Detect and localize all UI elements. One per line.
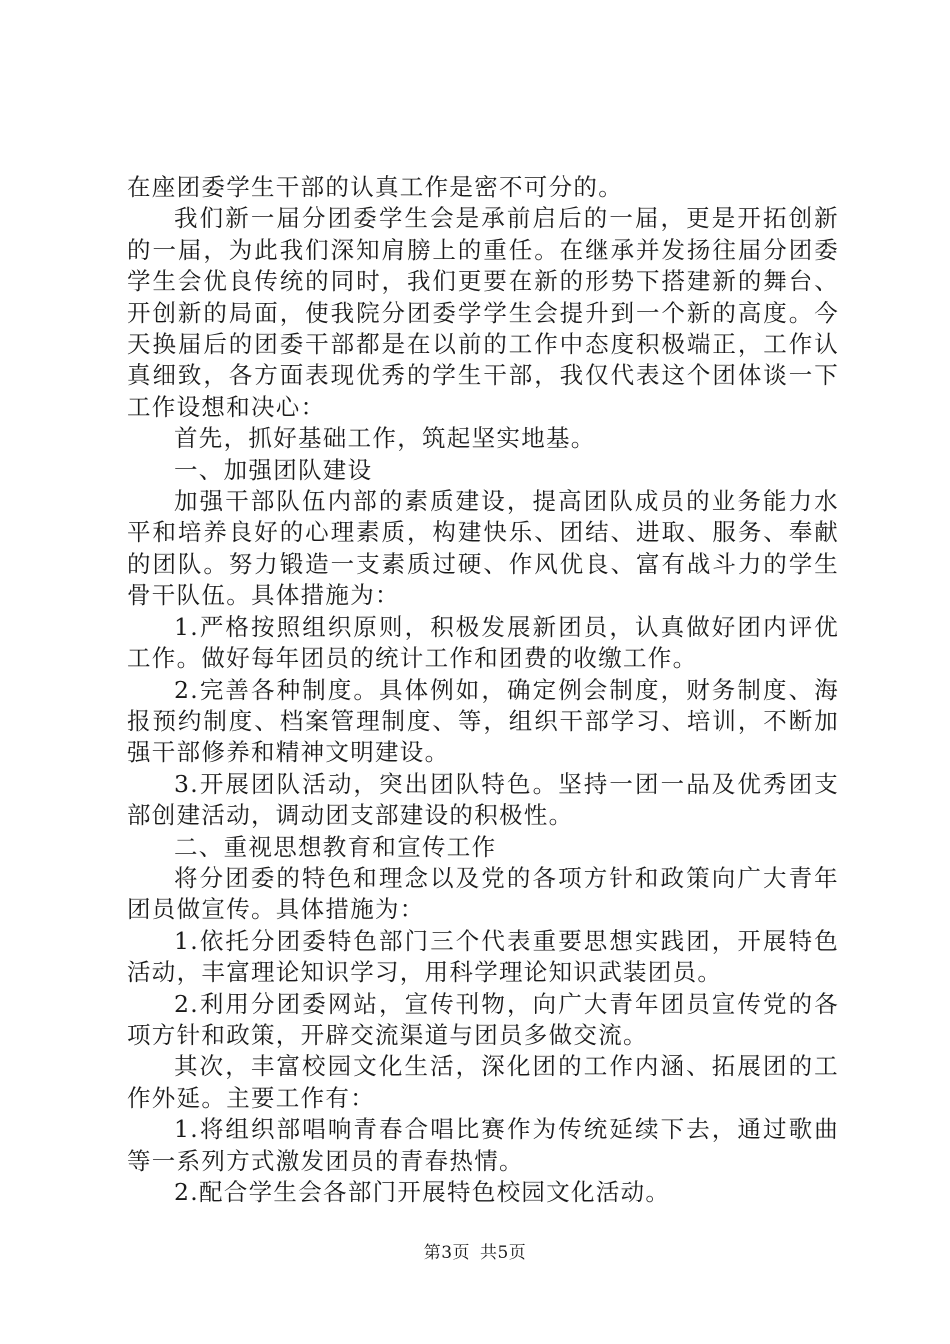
list-item-team-2: 2.完善各种制度。具体例如，确定例会制度，财务制度、海报预约制度、档案管理制度、等，组织干部学习、培训，不断加强干部修养和精神文明建设。 [127,675,839,767]
list-item-culture-2: 2.配合学生会各部门开展特色校园文化活动。 [174,1178,671,1206]
list-item-team-1: 1.严格按照组织原则，积极发展新团员，认真做好团内评优工作。做好每年团员的统计工作和团费的收缴工作。 [127,612,839,673]
paragraph-second-point: 其次，丰富校园文化生活，深化团的工作内涵、拓展团的工作外延。主要工作有： [127,1052,839,1112]
page-number: 第3页 [423,1243,471,1263]
section-heading-team-building: 一、加强团队建设 [174,455,373,484]
list-item-education-2: 2.利用分团委网站，宣传刊物，向广大青年团员宣传党的各项方针和政策，开辟交流渠道与团员多做交流。 [127,989,839,1049]
list-item-culture-1: 1.将组织部唱响青春合唱比赛作为传统延续下去，通过歌曲等一系列方式激发团员的青春热情。 [127,1115,839,1175]
paragraph-continuation: 在座团委学生干部的认真工作是密不可分的。 [127,173,623,201]
paragraph-intro: 我们新一届分团委学生会是承前启后的一届，更是开拓创新的一届，为此我们深知肩膀上的重任。在继承并发扬往届分团委学生会优良传统的同时，我们更要在新的形势下搭建新的舞台、开创新的局面，使我院分团委学学生会提升到一个新的高度。今天换届后的团委干部都是在以前的工作中态度积极端正，工作认真细致，各方面表现优秀的学生干部，我仅代表这个团体谈一下工作设想和决心： [127,204,839,421]
paragraph-education: 将分团委的特色和理念以及党的各项方针和政策向广大青年团员做宣传。具体措施为： [127,863,839,924]
paragraph-team-building: 加强干部队伍内部的素质建设，提高团队成员的业务能力水平和培养良好的心理素质，构建快乐、团结、进取、服务、奉献的团队。努力锻造一支素质过硬、作风优良、富有战斗力的学生骨干队伍。具体措施为： [127,487,839,610]
document-body [127,172,839,1208]
list-item-team-3: 3.开展团队活动，突出团队特色。坚持一团一品及优秀团支部创建活动，调动团支部建设的积极性。 [127,769,839,830]
paragraph-first-point: 首先，抓好基础工作，筑起坚实地基。 [174,424,596,453]
section-heading-education: 二、重视思想教育和宣传工作 [174,832,497,861]
page-footer [0,1238,950,1263]
page-total: 共5页 [479,1243,527,1263]
list-item-education-1: 1.依托分团委特色部门三个代表重要思想实践团，开展特色活动，丰富理论知识学习，用科学理论知识武装团员。 [127,926,839,987]
